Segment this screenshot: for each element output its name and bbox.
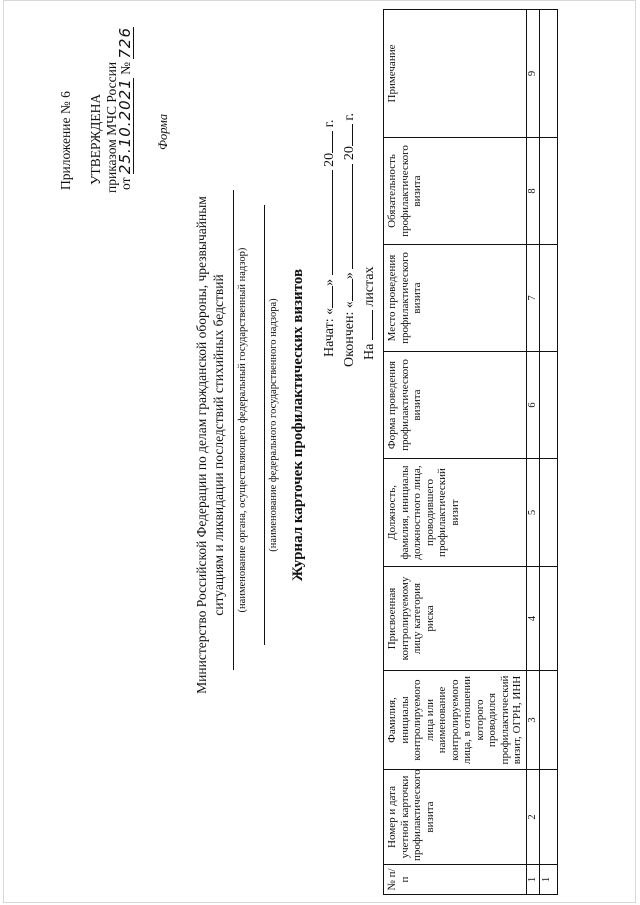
table-cell [540, 138, 558, 245]
table-row [540, 10, 558, 895]
table-cell [540, 567, 558, 671]
col-number: 1 [526, 865, 540, 895]
col-number: 6 [526, 352, 540, 459]
table-number-row [526, 10, 540, 895]
approved-by: приказом МЧС России [104, 61, 119, 193]
sheets-line [360, 266, 378, 360]
col-number: 2 [526, 770, 540, 865]
table-cell [540, 671, 558, 770]
organ-line [233, 190, 234, 670]
table-cell [540, 10, 558, 138]
col-number: 7 [526, 245, 540, 352]
col-number: 8 [526, 138, 540, 245]
started-line: Начат: «» 20 г. [322, 119, 337, 357]
visits-table [383, 9, 558, 895]
col-header: № п/п [384, 865, 527, 895]
on-label: На [362, 343, 377, 360]
finished-label: Окончен: « [342, 301, 357, 367]
sheets-label: листах [362, 266, 377, 307]
table-cell [540, 459, 558, 567]
started-label: Начат: « [322, 307, 337, 357]
col-number: 4 [526, 567, 540, 671]
table-cell [540, 245, 558, 352]
table-cell [540, 352, 558, 459]
order-number: 726 [116, 26, 134, 59]
col-header: Номер и дата учетной карточки профилактического визита [384, 770, 527, 865]
col-header: Место проведения профилактического визита [384, 245, 527, 352]
annex-number: Приложение № 6 [58, 91, 73, 190]
col-header: Присвоенная контролируемому лицу категория риска [384, 567, 527, 671]
approval-date-line [118, 27, 134, 190]
approved-label: УТВЕРЖДЕНА [88, 93, 103, 185]
supervision-line [264, 205, 265, 645]
approval-date: 25.10.2021 [116, 78, 134, 175]
ministry-name: Министерство Российской Федерации по делам гражданской обороны, чрезвычайным ситуациям и ликвидации последствий стихийных бедствий [194, 196, 226, 694]
organ-caption: (наименование органа, осуществляющего федеральный государственный надзор) [237, 247, 248, 613]
table-header-row [384, 10, 527, 895]
col-header: Форма проведения профилактического визита [384, 352, 527, 459]
table-cell [540, 770, 558, 865]
supervision-caption: (наименование федерального государственного надзора) [268, 298, 279, 552]
col-number: 3 [526, 671, 540, 770]
form-label: Форма [156, 113, 170, 150]
col-header: Примечание [384, 10, 527, 138]
col-number: 9 [526, 10, 540, 138]
number-prefix: № [118, 61, 133, 75]
col-header: Должность, фамилия, инициалы должностного лица, проводившего профилактический визит [384, 459, 527, 567]
journal-title: Журнал карточек профилактических визитов [290, 268, 306, 582]
finished-line: Окончен: «» 20 г. [342, 112, 357, 367]
date-prefix: от [118, 177, 133, 190]
col-header: Обязательность профилактического визита [384, 138, 527, 245]
col-header: Фамилия, инициалы контролируемого лица или наименование контролируемого лица, в отношении которого проводился профилактический визит, ОГРН, ИНН [384, 671, 527, 770]
row-number: 1 [540, 865, 558, 895]
col-number: 5 [526, 459, 540, 567]
